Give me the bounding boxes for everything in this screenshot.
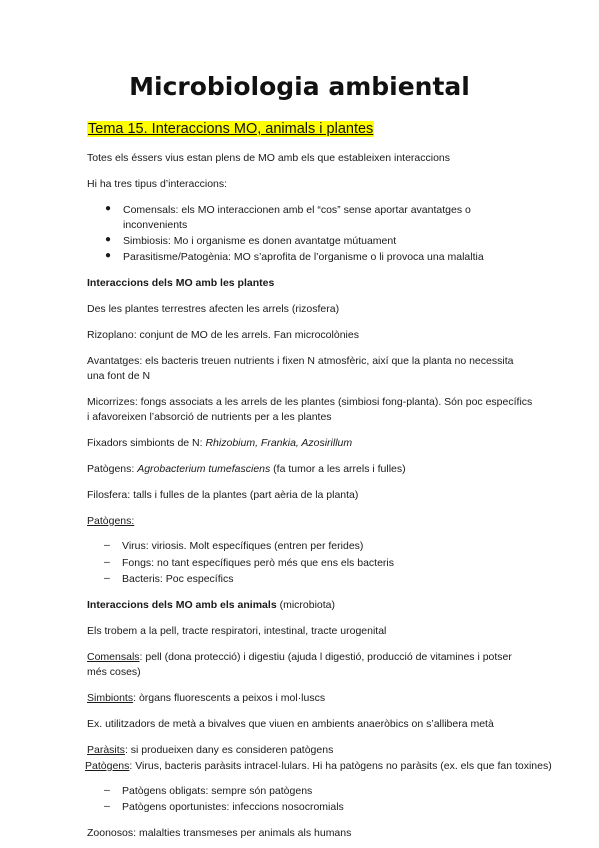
topic-heading: Tema 15. Interaccions MO, animals i plantes [88, 121, 374, 137]
dash-icon: – [104, 572, 110, 584]
patogens-species: Agrobacterium tumefasciens [137, 463, 271, 475]
parasits-text: : si produeixen dany es consideren patògens [124, 744, 334, 756]
dash-icon: – [104, 539, 110, 551]
paragraph-rizoplano: Rizoplano: conjunt de MO de les arrels. Fan microcolònies [87, 329, 359, 341]
paragraph-comensals-cont: més coses) [87, 666, 141, 678]
list-item-virus: Virus: viriosis. Molt específiques (entren per ferides) [122, 540, 364, 552]
animals-heading-bold: Interaccions dels MO amb els animals [87, 599, 277, 611]
list-item-oportunistes: Patògens oportunistes: infeccions nosocromials [122, 801, 344, 813]
comensals-text: : pell (dona protecció) i digestiu (ajuda l digestió, producció de vitamines i potser [139, 651, 512, 663]
paragraph-animals-locations: Els trobem a la pell, tracte respiratori, intestinal, tracte urogenital [87, 625, 387, 637]
list-item-comensals: Comensals: els MO interaccionen amb el “cos” sense aportar avantatges o [123, 204, 471, 216]
list-item-obligats: Patògens obligats: sempre són patògens [122, 785, 313, 797]
dash-icon: – [104, 784, 110, 796]
list-item-fongs: Fongs: no tant específiques però més que ens els bacteris [122, 557, 394, 569]
paragraph-avantatges-cont: una font de N [87, 370, 151, 382]
parasits-label: Paràsits [87, 744, 125, 756]
paragraph-types-intro: Hi ha tres tipus d’interaccions: [87, 178, 228, 190]
list-item-comensals-cont: inconvenients [123, 219, 188, 231]
document-title: Microbiologia ambiental [129, 72, 470, 101]
paragraph-example: Ex. utilitzadors de metà a bivalves que viuen en ambients anaeròbics on s’allibera metà [87, 718, 494, 730]
paragraph-micorrizes-cont: i afavoreixen l’absorció de nutrients per a les plantes [87, 411, 332, 423]
paragraph-intro: Totes els éssers vius estan plens de MO amb els que estableixen interaccions [87, 152, 451, 164]
dash-icon: – [104, 800, 110, 812]
fixadors-label: Fixadors simbionts de N: [87, 437, 206, 449]
dash-icon: – [104, 556, 110, 568]
comensals-label: Comensals [87, 651, 140, 663]
section-heading-animals [87, 598, 335, 613]
paragraph-simbionts [87, 691, 325, 706]
patogens2-label: Patògens [85, 760, 130, 772]
paragraph-rizosfera: Des les plantes terrestres afecten les arrels (rizosfera) [87, 303, 340, 315]
paragraph-avantatges: Avantatges: els bacteris treuen nutrients i fixen N atmosfèric, així que la planta no necessita [87, 355, 514, 367]
bullet-icon: ● [105, 203, 112, 214]
list-item-bacteris: Bacteris: Poc específics [122, 573, 234, 585]
paragraph-parasits [87, 743, 333, 758]
paragraph-comensals [87, 650, 512, 665]
patogens-label: Patògens: [87, 463, 138, 475]
paragraph-filosfera: Filosfera: talls i fulles de la plantes (part aèria de la planta) [87, 489, 359, 501]
paragraph-patogens-plants [87, 462, 406, 477]
list-item-parasitisme: Parasitisme/Patogènia: MO s’aprofita de l’organisme o li provoca una malaltia [123, 251, 484, 263]
paragraph-zoonosos: Zoonosos: malalties transmeses per animals als humans [87, 827, 352, 839]
bullet-icon: ● [105, 250, 112, 261]
simbionts-text: : òrgans fluorescents a peixos i mol·luscs [133, 692, 326, 704]
section-heading-plants: Interaccions dels MO amb les plantes [87, 277, 275, 289]
subheading-patogens: Patògens: [87, 515, 135, 527]
patogens-rest: (fa tumor a les arrels i fulles) [270, 463, 406, 475]
paragraph-micorrizes: Micorrizes: fongs associats a les arrels de les plantes (simbiosi fong-planta). Són poc específics [87, 396, 533, 408]
fixadors-species: Rhizobium, Frankia, Azosirillum [205, 437, 353, 449]
animals-heading-rest: (microbiota) [276, 599, 336, 611]
paragraph-patogens-animals [85, 759, 552, 774]
patogens2-text: : Virus, bacteris paràsits intracel·lulars. Hi ha patògens no paràsits (ex. els que fan toxines) [129, 760, 552, 772]
simbionts-label: Simbionts [87, 692, 134, 704]
paragraph-fixadors [87, 436, 352, 451]
bullet-icon: ● [105, 234, 112, 245]
list-item-simbiosis: Simbiosis: Mo i organisme es donen avantatge mútuament [123, 235, 397, 247]
